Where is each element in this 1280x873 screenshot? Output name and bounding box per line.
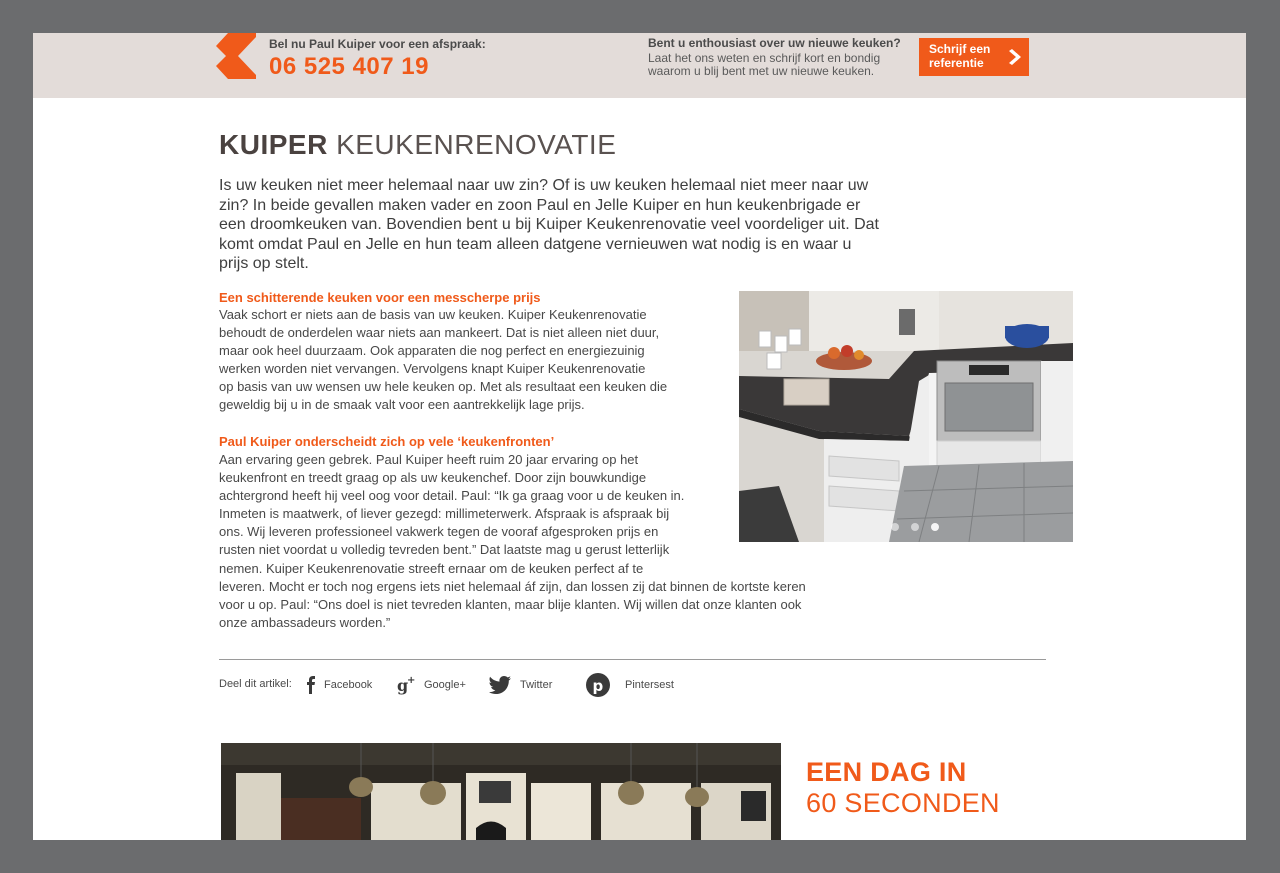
text-line: voor u op. Paul: “Ons doel is niet tevreden klanten, maar blije klanten. Wij willen dat onze klanten ook xyxy=(219,596,802,612)
text-line: leveren. Mocht er toch nog ergens iets niet helemaal áf zijn, dan lossen zij dat binnen de kortste keren xyxy=(219,578,806,594)
top-bar xyxy=(33,33,1246,98)
text-line: keukenfront en treedt graag op als uw keukenchef. Door zijn bouwkundige xyxy=(219,470,647,486)
intro-text: Is uw keuken niet meer helemaal naar uw zin? Of is uw keuken helemaal niet meer naar uw zin? In beide gevallen maken vader en zoon Paul en Jelle Kuiper en hun keukenbrigade er een droomkeuken van. Bovendien bent u bij Kuiper Keukenrenovatie veel voordeliger uit. Dat komt omdat Paul en Jelle en hun team alleen datgene vernieuwen wat nodig is en waar u prijs op stelt. xyxy=(219,177,879,273)
divider xyxy=(219,659,1046,660)
share-item-label: Facebook xyxy=(324,679,373,691)
text-line: achtergrond heeft hij veel oog voor detail. Paul: “Ik ga graag voor u de keuken in. xyxy=(219,488,685,504)
page xyxy=(33,33,1246,840)
section-paragraph xyxy=(219,451,806,632)
logo-diamond-icon xyxy=(216,33,256,79)
reference-text-line: waarom u blij bent met uw nieuwe keuken. xyxy=(648,64,875,78)
share-pinterest[interactable] xyxy=(586,674,674,696)
chevron-right-icon xyxy=(1009,49,1021,65)
kitchen-video-thumbnail[interactable] xyxy=(221,743,781,840)
page-title xyxy=(219,129,616,161)
text-line: maar ook heel duurzaam. Ook apparaten die nog perfect en energiezuinig xyxy=(219,343,645,359)
text-line: onze ambassadeurs worden.” xyxy=(219,614,391,630)
video-heading-line2: 60 SECONDEN xyxy=(806,788,1000,818)
text-line: werken worden niet vervangen. Vervolgens knapt Kuiper Keukenrenovatie xyxy=(219,361,646,377)
reference-text-line: Laat het ons weten en schrijf kort en bondig xyxy=(648,51,881,65)
section-heading: Paul Kuiper onderscheidt zich op vele ‘keukenfronten’ xyxy=(219,434,555,449)
share-google-plus[interactable] xyxy=(397,674,466,696)
google-plus-icon xyxy=(397,675,417,695)
text-line: rusten niet voordat u volledig tevreden bent.” Dat laatste mag u gerust letterlijk xyxy=(219,542,670,558)
pinterest-icon xyxy=(586,673,610,697)
text-line: geweldig bij u in de smaak valt voor een aantrekkelijk lage prijs. xyxy=(219,397,585,413)
share-item-label: Google+ xyxy=(424,679,466,691)
text-line: behoudt de onderdelen waar niets aan mankeert. Dat is niet alleen niet duur, xyxy=(219,325,660,341)
call-label: Bel nu Paul Kuiper voor een afspraak: xyxy=(269,37,486,51)
text-line: Inmeten is maatwerk, of liever gezegd: millimeterwerk. Afspraak is afspraak bij xyxy=(219,506,670,522)
twitter-icon xyxy=(489,676,511,694)
section-heading: Een schitterende keuken voor een messcherpe prijs xyxy=(219,290,541,305)
brand-light: KEUKENRENOVATIE xyxy=(336,129,617,160)
svg-text:g: g xyxy=(397,676,409,695)
svg-text:p: p xyxy=(592,677,604,695)
button-label-line: referentie xyxy=(929,56,984,70)
video-heading-line1: EEN DAG IN xyxy=(806,757,967,787)
button-label-line: Schrijf een xyxy=(929,42,991,56)
kitchen-photo[interactable] xyxy=(739,291,1073,542)
share-facebook[interactable] xyxy=(305,674,372,696)
text-line: nemen. Kuiper Keukenrenovatie streeft ernaar om de keuken perfect af te xyxy=(219,560,644,576)
brand-bold: KUIPER xyxy=(219,129,328,160)
reference-title: Bent u enthousiast over uw nieuwe keuken? xyxy=(648,36,901,50)
share-label: Deel dit artikel: xyxy=(219,678,292,690)
section-paragraph xyxy=(219,306,667,415)
text-line: Vaak schort er niets aan de basis van uw keuken. Kuiper Keukenrenovatie xyxy=(219,307,647,322)
share-item-label: Pintersest xyxy=(625,679,674,691)
text-line: ons. Wij leveren professioneel vakwerk tegen de vooraf afgesproken prijs en xyxy=(219,524,659,540)
share-item-label: Twitter xyxy=(520,679,553,691)
facebook-icon xyxy=(305,676,317,694)
text-line: op basis van uw wensen uw hele keuken op. Met als resultaat een keuken die xyxy=(219,379,668,395)
text-line: Aan ervaring geen gebrek. Paul Kuiper heeft ruim 20 jaar ervaring op het xyxy=(219,452,639,467)
share-twitter[interactable] xyxy=(489,674,552,696)
svg-text:+: + xyxy=(407,675,416,686)
write-reference-button[interactable] xyxy=(919,38,1029,76)
phone-number[interactable]: 06 525 407 19 xyxy=(269,53,429,80)
